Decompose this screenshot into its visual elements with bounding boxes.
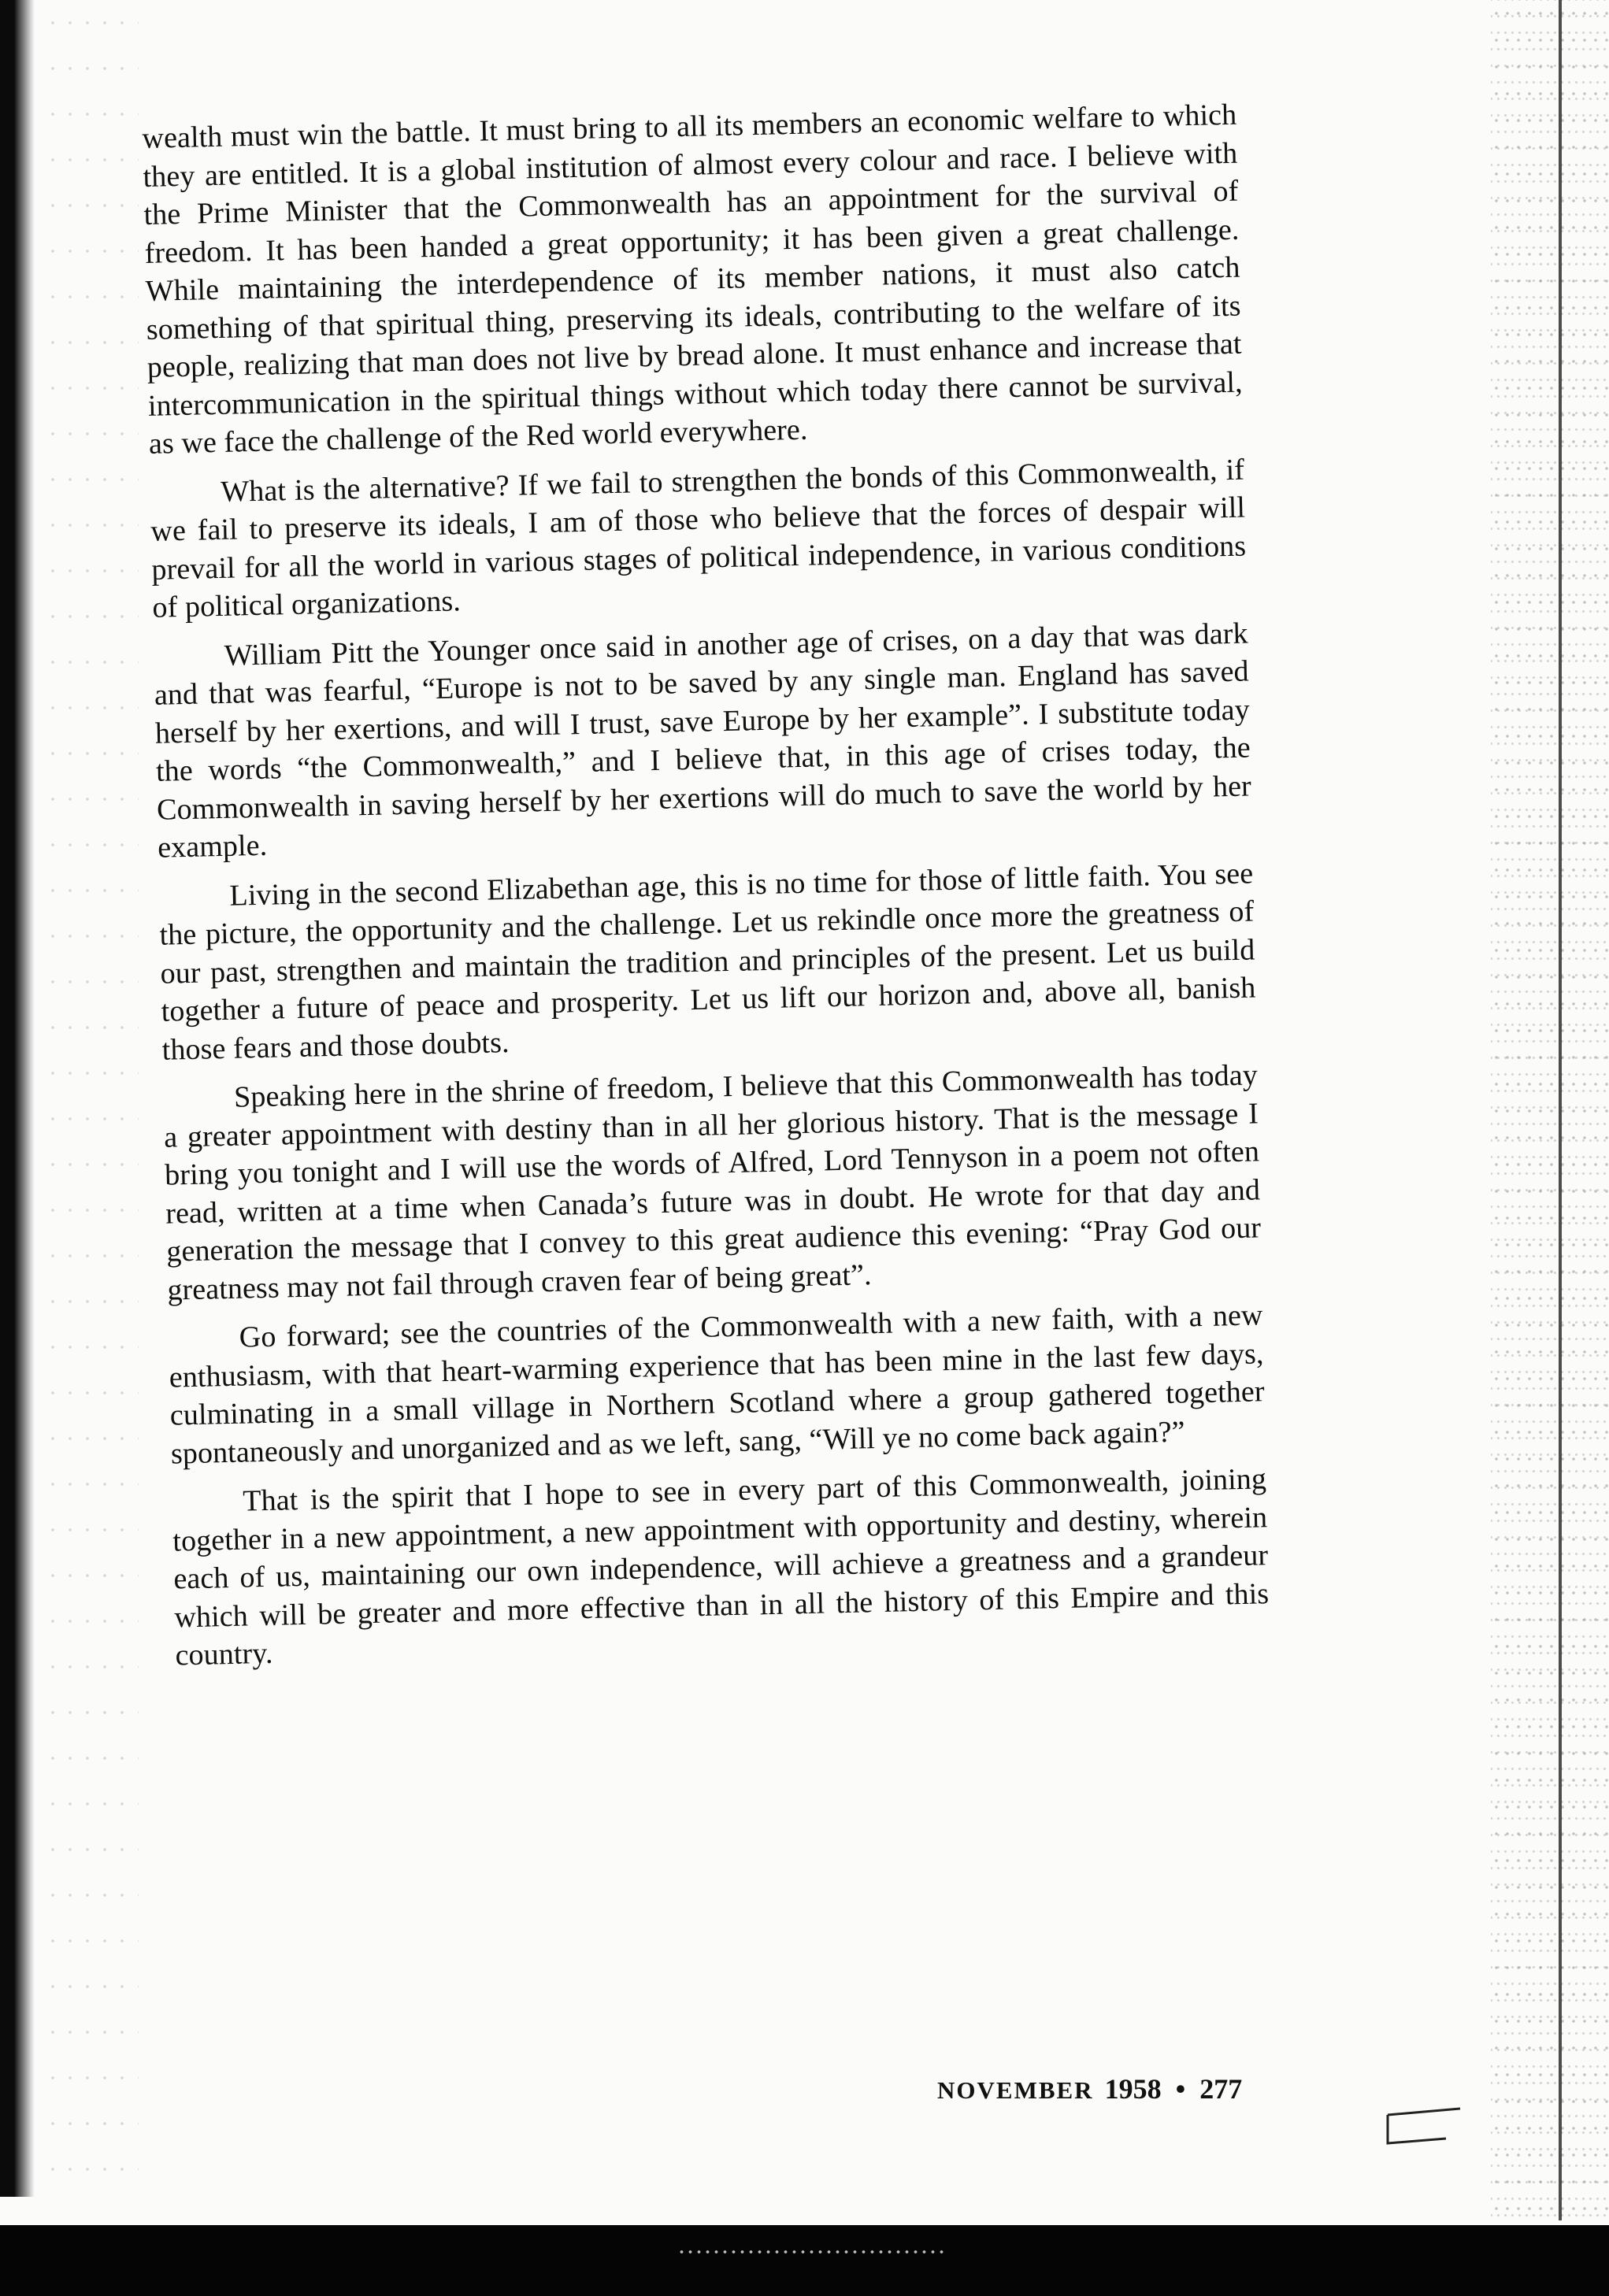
bottom-edge-speckle [677, 2247, 945, 2257]
page-number: 277 [1199, 2073, 1243, 2105]
article-body [142, 96, 1270, 1686]
page-footer [937, 2072, 1242, 2105]
paragraph-3: William Pitt the Younger once said in another age of crises, on a day that was dark and that was fearful, “Europe is not to be saved by any single man. England has saved herself by her exertions, and will I trust, save Europe by her example”. I substitute today the words “the Commonwealth,” and I believe that, in this age of crises today, the Commonwealth in saving herself by her exertions will do much to save the world by her example. [154, 617, 1252, 865]
left-margin-speckle [44, 0, 139, 2197]
paragraph-6: Go forward; see the countries of the Commonwealth with a new faith, with a new enthusiasm, with that heart-warming experience that has been mine in the last few days, culminating in a small village in Northern Scotland where a group gathered together spontaneously and unorganized and as we left, sang, “Will ye no come back again?” [169, 1298, 1266, 1471]
paragraph-5: Speaking here in the shrine of freedom, I believe that this Commonwealth has today a greater appointment with destiny than in all her glorious history. That is the message I bring you tonight and I will use the words of Alfred, Lord Tennyson in a poem not often read, written at a time when Canada’s future was in doubt. He wrote for that day and generation the message that I convey to this great audience this evening: “Pray God our greatness may not fail through craven fear of being great”. [163, 1058, 1262, 1307]
corner-bracket-mark [1385, 2107, 1463, 2148]
paragraph-7: That is the spirit that I hope to see in every part of this Commonwealth, joining together in a new appointment, a new appointment with opportunity and destiny, wherein each of us, maintaining our own independence, will achieve a greatness and a grandeur which will be greater and more effective than in all the history of this Empire and this country. [172, 1462, 1270, 1672]
paragraph-1: wealth must win the battle. It must bring to all its members an economic welfare to which they are entitled. It is a global institution of almost every colour and race. I believe with the Prime Minister that the Commonwealth has an appointment for the survival of freedom. It has been handed a great opportunity; it has been given a great challenge. While maintaining the interdependence of its member nations, it must also catch something of that spiritual thing, preserving its ideals, contributing to the welfare of its people, realizing that man does not live by bread alone. It must enhance and increase that intercommunication in the spiritual things without which today there cannot be survival, as we face the challenge of the Red world everywhere. [142, 98, 1244, 461]
footer-separator: • [1175, 2073, 1186, 2105]
paragraph-4: Living in the second Elizabethan age, this is no time for those of little faith. You see the picture, the opportunity and the challenge. Let us rekindle once more the greatness of our past, strengthen and maintain the tradition and principles of the present. Let us build together a future of peace and prosperity. Let us lift our horizon and, above all, banish those fears and those doubts. [159, 856, 1256, 1067]
right-edge-speckle [1491, 0, 1609, 2228]
paragraph-2: What is the alternative? If we fail to strengthen the bonds of this Commonwealth, if we fail to preserve its ideals, I am of those who believe that the forces of despair will prevail for all the world in various stages of political independence, in various conditions of political organizations. [150, 453, 1247, 624]
footer-year: 1958 [1104, 2073, 1162, 2105]
right-edge-line [1559, 0, 1562, 2220]
footer-month: NOVEMBER [937, 2076, 1094, 2104]
left-binding-shadow [0, 0, 35, 2197]
bottom-scan-edge [0, 2225, 1609, 2296]
